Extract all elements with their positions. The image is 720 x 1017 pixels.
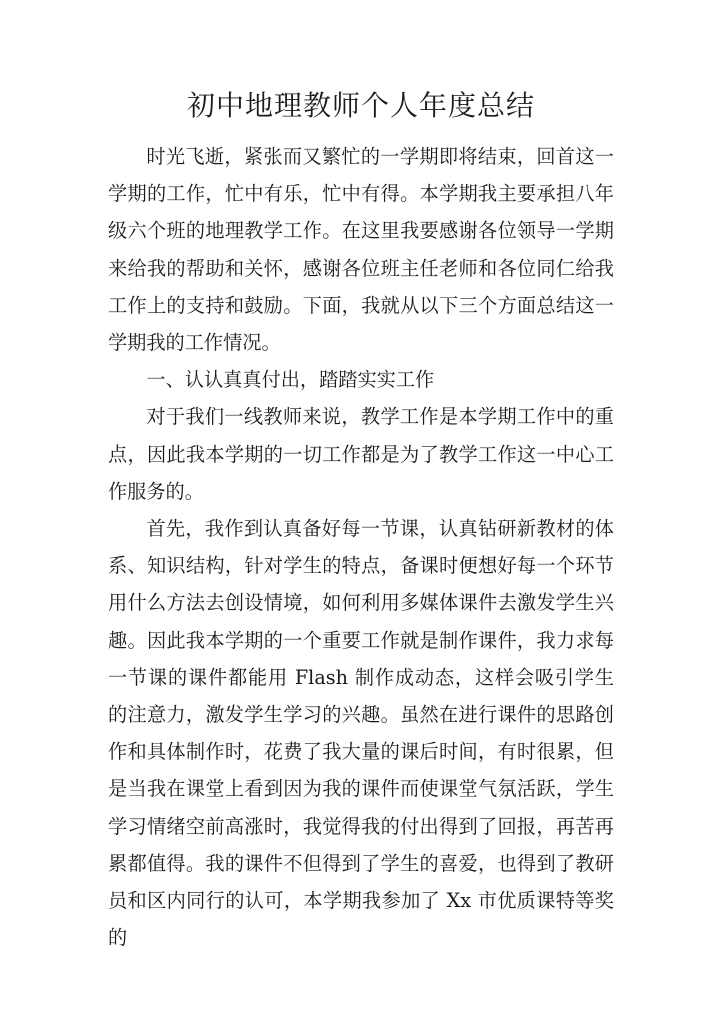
body-paragraph: 对于我们一线教师来说，教学工作是本学期工作中的重点，因此我本学期的一切工作都是为了教学工作这一中心工作服务的。	[108, 405, 614, 503]
body-paragraph: 首先，我作到认真备好每一节课，认真钻研新教材的体系、知识结构，针对学生的特点，备课时便想好每一个环节用什么方法去创设情境，如何利用多媒体课件去激发学生兴趣。因此我本学期的一个重要工作就是制作课件，我力求每一节课的课件都能用 Flash 制作成动态，这样会吸引学生的注意力，激发学生学习的兴趣。虽然在进行课件的思路创作和具体制作时，花费了我大量的课后时间，有时很累，但是当我在课堂上看到因为我的课件而使课堂气氛活跃，学生学习情绪空前高涨时，我觉得我的付出得到了回报，再苦再累都值得。我的课件不但得到了学生的喜爱，也得到了教研员和区内同行的认可，本学期我参加了 Xx 市优质课特等奖的	[108, 517, 614, 950]
document-page	[108, 80, 614, 956]
section-heading: 一、认认真真付出，踏踏实实工作	[146, 368, 435, 392]
intro-paragraph: 时光飞逝，紧张而又繁忙的一学期即将结束，回首这一学期的工作，忙中有乐，忙中有得。本学期我主要承担八年级六个班的地理教学工作。在这里我要感谢各位领导一学期来给我的帮助和关怀，感谢各位班主任老师和各位同仁给我工作上的支持和鼓励。下面，我就从以下三个方面总结这一学期我的工作情况。	[108, 145, 614, 355]
document-title: 初中地理教师个人年度总结	[186, 89, 535, 122]
